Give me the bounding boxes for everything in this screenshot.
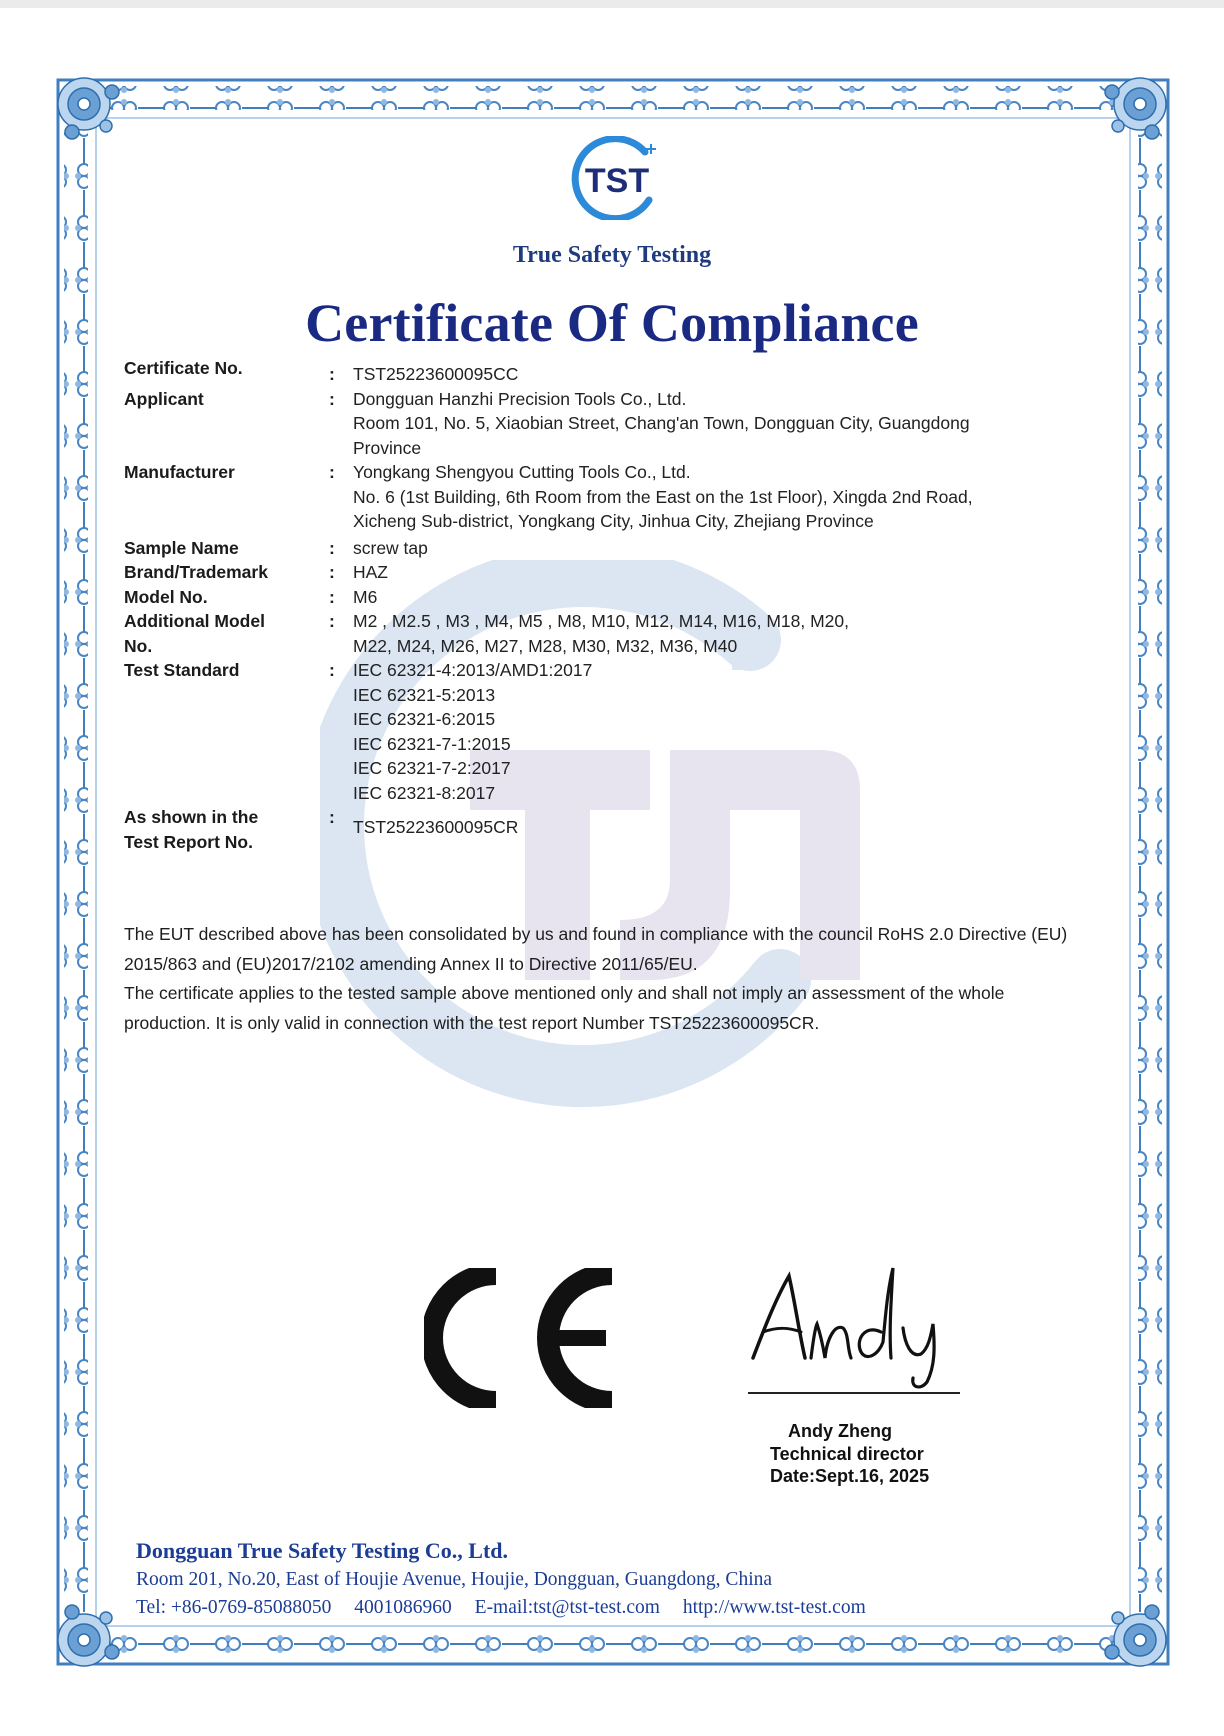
manufacturer-line: Xicheng Sub-district, Yongkang City, Jinhua City, Zhejiang Province	[353, 511, 874, 531]
signer-block	[770, 1420, 970, 1488]
applicant-line: Dongguan Hanzhi Precision Tools Co., Ltd.	[353, 388, 687, 409]
applicant-label: Applicant	[124, 388, 204, 409]
test-report-label-line: Test Report No.	[124, 831, 253, 852]
colon: :	[329, 462, 335, 482]
issuer-email: E-mail:tst@tst-test.com	[474, 1597, 660, 1618]
additional-model-line: M22, M24, M26, M27, M28, M30, M32, M36, M40	[353, 635, 738, 656]
test-standard-line: IEC 62321-6:2015	[353, 709, 496, 729]
colon: :	[329, 562, 335, 582]
colon: :	[329, 611, 335, 631]
statement-paragraph-2: The certificate applies to the tested sample above mentioned only and shall not imply an assessment of the whole production. It is only valid in connection with the test report Number TST25223600095CR.	[124, 983, 1005, 1033]
additional-model-label	[124, 609, 329, 658]
issuer-tel: Tel: +86-0769-85088050	[136, 1597, 332, 1618]
certificate-details	[124, 358, 1064, 854]
colon: :	[329, 388, 335, 409]
test-report-value: TST25223600095CR	[353, 817, 519, 837]
sample-name-label: Sample Name	[124, 537, 239, 558]
certificate-no-value: TST25223600095CC	[353, 364, 519, 384]
issuer-hotline: 4001086960	[354, 1597, 452, 1618]
row-additional-model	[124, 609, 1064, 658]
additional-model-label-line: Additional Model	[124, 611, 265, 631]
manufacturer-label: Manufacturer	[124, 462, 235, 482]
additional-model-value	[353, 609, 1064, 658]
test-standard-line: IEC 62321-4:2013/AMD1:2017	[353, 660, 593, 680]
row-model-no	[124, 585, 1064, 610]
signature-line	[748, 1392, 960, 1394]
test-standard-line: IEC 62321-7-2:2017	[353, 758, 511, 778]
additional-model-line: M2 , M2.5 , M3 , M4, M5 , M8, M10, M12, M14, M16, M18, M20,	[353, 611, 849, 631]
brand-name: True Safety Testing	[512, 242, 712, 268]
row-test-standard	[124, 658, 1064, 805]
certificate-no-label: Certificate No.	[124, 358, 243, 378]
test-standard-line: IEC 62321-5:2013	[353, 684, 496, 705]
issuer-website: http://www.tst-test.com	[682, 1597, 866, 1618]
model-no-label: Model No.	[124, 586, 208, 607]
test-standard-label: Test Standard	[124, 660, 240, 680]
colon: :	[329, 586, 335, 607]
signature-date: Date:Sept.16, 2025	[770, 1466, 930, 1486]
test-standard-value	[353, 658, 1064, 805]
row-brand-trademark	[124, 560, 1064, 585]
applicant-value	[353, 387, 1064, 461]
signer-name: Andy Zheng	[788, 1421, 892, 1441]
manufacturer-value	[353, 460, 1064, 534]
colon: :	[329, 364, 335, 384]
tst-logo	[565, 136, 665, 220]
manufacturer-line: Yongkang Shengyou Cutting Tools Co., Ltd.	[353, 462, 691, 482]
manufacturer-line: No. 6 (1st Building, 6th Room from the East on the 1st Floor), Xingda 2nd Road,	[353, 486, 973, 507]
row-applicant	[124, 387, 1064, 461]
test-standard-line: IEC 62321-7-1:2015	[353, 733, 511, 754]
issuer-footer	[136, 1536, 884, 1622]
issuer-contacts	[136, 1594, 884, 1622]
handwritten-signature	[745, 1262, 975, 1392]
row-certificate-no	[124, 358, 1064, 387]
signer-role: Technical director	[770, 1443, 924, 1464]
sample-name-value: screw tap	[353, 537, 428, 558]
test-report-label-line: As shown in the	[124, 807, 259, 827]
brand-trademark-value: HAZ	[353, 562, 388, 582]
issuer-address: Room 201, No.20, East of Houjie Avenue, Houjie, Dongguan, Guangdong, China	[136, 1569, 773, 1590]
logo-letters: TST	[584, 162, 650, 200]
row-manufacturer	[124, 460, 1064, 534]
applicant-line: Room 101, No. 5, Xiaobian Street, Chang'an Town, Dongguan City, Guangdong	[353, 413, 970, 433]
colon: :	[329, 807, 335, 827]
applicant-line: Province	[353, 437, 422, 458]
row-test-report	[124, 805, 1064, 854]
colon: :	[329, 660, 335, 680]
issuer-company: Dongguan True Safety Testing Co., Ltd.	[136, 1538, 509, 1563]
certificate-title: Certificate Of Compliance	[305, 293, 919, 353]
additional-model-label-line: No.	[124, 635, 153, 656]
model-no-value: M6	[353, 586, 378, 607]
brand-trademark-label: Brand/Trademark	[124, 562, 268, 582]
colon: :	[329, 537, 335, 558]
row-sample-name	[124, 536, 1064, 561]
test-report-label	[124, 805, 329, 854]
compliance-statement	[124, 920, 1079, 1038]
ce-mark	[424, 1268, 620, 1408]
test-standard-line: IEC 62321-8:2017	[353, 782, 496, 803]
statement-paragraph-1: The EUT described above has been consolidated by us and found in compliance with the council RoHS 2.0 Directive (EU) 2015/863 and (EU)2017/2102 amending Annex II to Directive 2011/65/EU.	[124, 924, 1068, 974]
